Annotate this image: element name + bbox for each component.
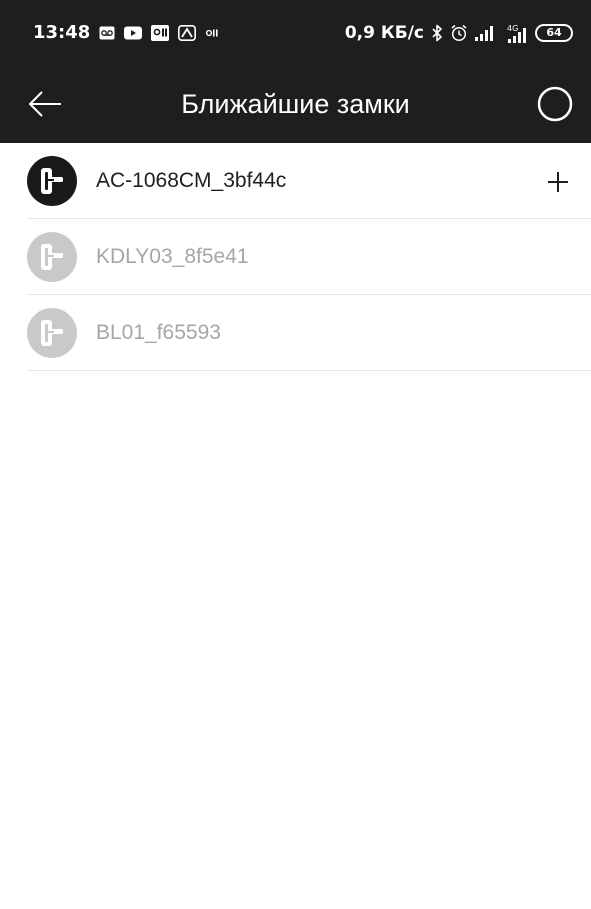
status-time: 13:48 <box>33 22 91 43</box>
om-small-icon <box>205 27 219 39</box>
app-bar <box>0 0 591 143</box>
door-lock-icon <box>27 308 77 358</box>
network-speed: 0,9 КБ/с <box>344 23 424 43</box>
battery-level: 64 <box>546 26 562 39</box>
list-item[interactable] <box>0 219 591 295</box>
svg-text:4G: 4G <box>507 24 519 33</box>
voicemail-icon <box>99 26 115 40</box>
om-app-icon <box>151 25 169 41</box>
youtube-icon <box>124 26 142 40</box>
back-button[interactable] <box>25 86 65 122</box>
lock-name: BL01_f65593 <box>96 321 221 344</box>
loading-spinner-icon <box>536 85 574 123</box>
4g-signal-icon <box>502 23 528 43</box>
refresh-button[interactable] <box>535 84 575 124</box>
lock-name: KDLY03_8f5e41 <box>96 245 249 268</box>
door-lock-icon <box>27 232 77 282</box>
lock-list <box>0 143 591 371</box>
battery-icon <box>535 24 573 42</box>
status-bar <box>0 0 591 70</box>
door-lock-icon <box>27 156 77 206</box>
list-item[interactable] <box>0 143 591 219</box>
list-item[interactable] <box>0 295 591 371</box>
status-left-group <box>33 22 219 44</box>
add-lock-button[interactable] <box>543 167 573 197</box>
page-title: Ближайшие замки <box>181 89 410 119</box>
status-right-group <box>345 22 573 44</box>
divider <box>27 370 591 371</box>
alarm-icon <box>450 24 468 42</box>
signal-icon <box>475 25 495 41</box>
bluetooth-icon <box>431 24 443 42</box>
maps-icon <box>178 25 196 41</box>
back-arrow-icon <box>27 89 63 119</box>
lock-name: AC-1068CM_3bf44c <box>96 169 287 192</box>
add-icon <box>547 171 569 193</box>
